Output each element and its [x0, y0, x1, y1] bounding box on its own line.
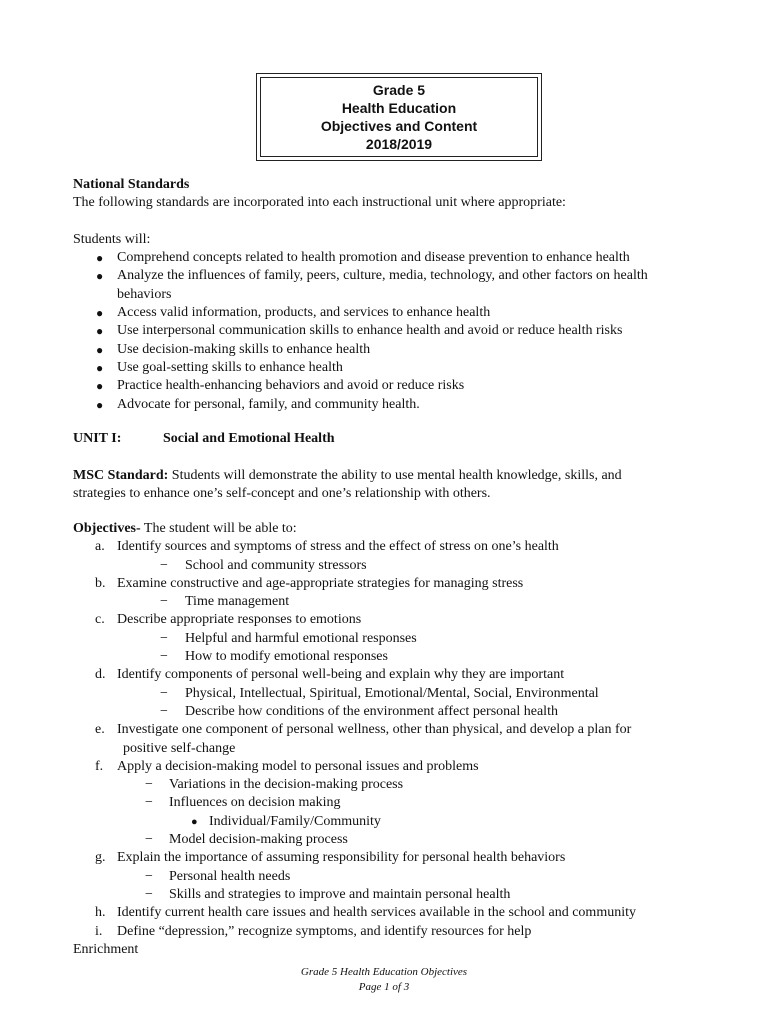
- title-box: [256, 73, 542, 161]
- objective-f: [73, 758, 713, 776]
- objective-i: [73, 923, 713, 941]
- sub-item-text: School and community stressors: [185, 557, 367, 573]
- objective-text: Describe appropriate responses to emotions: [117, 612, 362, 628]
- list-item: [73, 304, 713, 322]
- objective-a: [73, 538, 713, 556]
- students-will-label: Students will:: [73, 231, 151, 247]
- objective-marker: e.: [95, 722, 105, 738]
- unit-heading: [73, 431, 335, 447]
- dash-icon: −: [160, 649, 168, 665]
- sub-item-text: Variations in the decision-making process: [169, 777, 404, 793]
- list-item: [73, 377, 713, 395]
- objective-e: [73, 721, 713, 739]
- objective-c: [73, 611, 713, 629]
- bullet-icon: ●: [96, 360, 104, 375]
- national-standards-intro: The following standards are incorporated into each instructional unit where appropriate:: [73, 195, 566, 211]
- objectives-intro-text: The student will be able to:: [140, 521, 297, 536]
- dash-icon: −: [145, 795, 153, 811]
- enrichment-label: Enrichment: [73, 941, 139, 957]
- msc-standard-text: Students will demonstrate the ability to use mental health knowledge, skills, and: [168, 468, 622, 483]
- sub-sub-item: [73, 813, 713, 831]
- standard-text: Practice health-enhancing behaviors and avoid or reduce risks: [117, 378, 465, 394]
- sub-item: [73, 831, 713, 849]
- objectives-section: [73, 520, 713, 959]
- sub-item-text: How to modify emotional responses: [185, 649, 388, 665]
- sub-item-text: Personal health needs: [169, 868, 291, 884]
- bullet-icon: ●: [191, 815, 198, 828]
- objective-g: [73, 849, 713, 867]
- standard-text: Analyze the influences of family, peers, culture, media, technology, and other factors on health: [117, 268, 648, 284]
- objective-marker: g.: [95, 850, 106, 866]
- standard-text: Use goal-setting skills to enhance health: [117, 359, 343, 375]
- objective-text: positive self-change: [123, 740, 236, 756]
- sub-item-text: Describe how conditions of the environment affect personal health: [185, 703, 558, 719]
- spacer: [73, 213, 713, 231]
- sub-item: [73, 703, 713, 721]
- objective-text: Explain the importance of assuming responsibility for personal health behaviors: [117, 850, 566, 866]
- sub-item-text: Skills and strategies to improve and maintain personal health: [169, 886, 511, 902]
- msc-standard-section: [73, 467, 713, 504]
- msc-standard-line1: [73, 467, 713, 485]
- list-item-continuation: [73, 286, 713, 304]
- sub-item-text: Time management: [185, 594, 290, 610]
- title-year: 2018/2019: [365, 136, 433, 152]
- page-footer: [0, 965, 768, 995]
- dash-icon: −: [145, 886, 153, 902]
- title-objectives: Objectives and Content: [320, 118, 478, 134]
- sub-item-text: Influences on decision making: [169, 795, 341, 811]
- objective-marker: b.: [95, 575, 106, 591]
- objective-e-continuation: [73, 740, 713, 758]
- title-box-inner: [260, 77, 538, 157]
- msc-standard-line2: strategies to enhance one’s self-concept and one’s relationship with others.: [73, 486, 491, 502]
- objective-marker: i.: [95, 923, 103, 939]
- dash-icon: −: [145, 777, 153, 793]
- objective-marker: h.: [95, 905, 106, 921]
- objective-text: Identify components of personal well-being and explain why they are important: [117, 667, 565, 683]
- unit-title: Social and Emotional Health: [163, 431, 335, 446]
- sub-sub-item-text: Individual/Family/Community: [209, 813, 381, 829]
- national-standards-section: [73, 176, 713, 414]
- sub-item-text: Model decision-making process: [169, 832, 348, 848]
- objectives-intro: [73, 520, 713, 538]
- sub-item: [73, 630, 713, 648]
- msc-standard-label: MSC Standard:: [73, 468, 169, 483]
- bullet-icon: ●: [96, 269, 104, 284]
- objective-text: Define “depression,” recognize symptoms, and identify resources for help: [117, 923, 532, 939]
- dash-icon: −: [160, 630, 168, 646]
- dash-icon: −: [145, 832, 153, 848]
- list-item: [73, 341, 713, 359]
- footer-title: Grade 5 Health Education Objectives: [300, 966, 468, 978]
- objective-h: [73, 904, 713, 922]
- list-item: [73, 359, 713, 377]
- dash-icon: −: [160, 557, 168, 573]
- sub-item: [73, 557, 713, 575]
- sub-item: [73, 794, 713, 812]
- sub-item: [73, 776, 713, 794]
- standard-text: Advocate for personal, family, and community health.: [117, 396, 420, 412]
- objective-marker: f.: [95, 758, 104, 774]
- standard-text: Use interpersonal communication skills to enhance health and avoid or reduce health risks: [117, 323, 623, 339]
- dash-icon: −: [145, 868, 153, 884]
- objective-text: Examine constructive and age-appropriate strategies for managing stress: [117, 575, 524, 591]
- list-item: [73, 249, 713, 267]
- objective-b: [73, 575, 713, 593]
- title-subject: Health Education: [341, 100, 457, 116]
- bullet-icon: ●: [96, 306, 104, 321]
- sub-item: [73, 648, 713, 666]
- national-standards-heading: National Standards: [73, 177, 190, 192]
- list-item: [73, 396, 713, 414]
- sub-item: [73, 886, 713, 904]
- objective-text: Apply a decision-making model to personal issues and problems: [117, 758, 479, 774]
- sub-item-text: Helpful and harmful emotional responses: [185, 630, 417, 646]
- bullet-icon: ●: [96, 324, 104, 339]
- unit-label: UNIT I:: [73, 431, 122, 446]
- objective-marker: c.: [95, 612, 105, 628]
- title-grade: Grade 5: [372, 82, 426, 98]
- sub-item: [73, 593, 713, 611]
- standard-text: behaviors: [117, 286, 172, 302]
- sub-item: [73, 685, 713, 703]
- bullet-icon: ●: [96, 342, 104, 357]
- list-item: [73, 267, 713, 285]
- objective-marker: d.: [95, 667, 106, 683]
- dash-icon: −: [160, 685, 168, 701]
- objective-text: Investigate one component of personal wellness, other than physical, and develop a plan for: [117, 722, 632, 738]
- bullet-icon: ●: [96, 397, 104, 412]
- objective-text: Identify sources and symptoms of stress and the effect of stress on one’s health: [117, 539, 559, 555]
- bullet-icon: ●: [96, 379, 104, 394]
- bullet-icon: ●: [96, 251, 104, 266]
- objective-marker: a.: [95, 539, 105, 555]
- footer-page-number: Page 1 of 3: [358, 981, 410, 993]
- list-item: [73, 322, 713, 340]
- dash-icon: −: [160, 703, 168, 719]
- standards-list: [73, 249, 713, 414]
- sub-item: [73, 868, 713, 886]
- objectives-label: Objectives-: [73, 521, 141, 536]
- sub-item-text: Physical, Intellectual, Spiritual, Emotional/Mental, Social, Environmental: [185, 685, 599, 701]
- standard-text: Use decision-making skills to enhance health: [117, 341, 371, 357]
- standard-text: Access valid information, products, and services to enhance health: [117, 305, 491, 321]
- objective-d: [73, 666, 713, 684]
- dash-icon: −: [160, 594, 168, 610]
- standard-text: Comprehend concepts related to health promotion and disease prevention to enhance health: [117, 250, 630, 266]
- objective-text: Identify current health care issues and health services available in the school and community: [117, 905, 636, 921]
